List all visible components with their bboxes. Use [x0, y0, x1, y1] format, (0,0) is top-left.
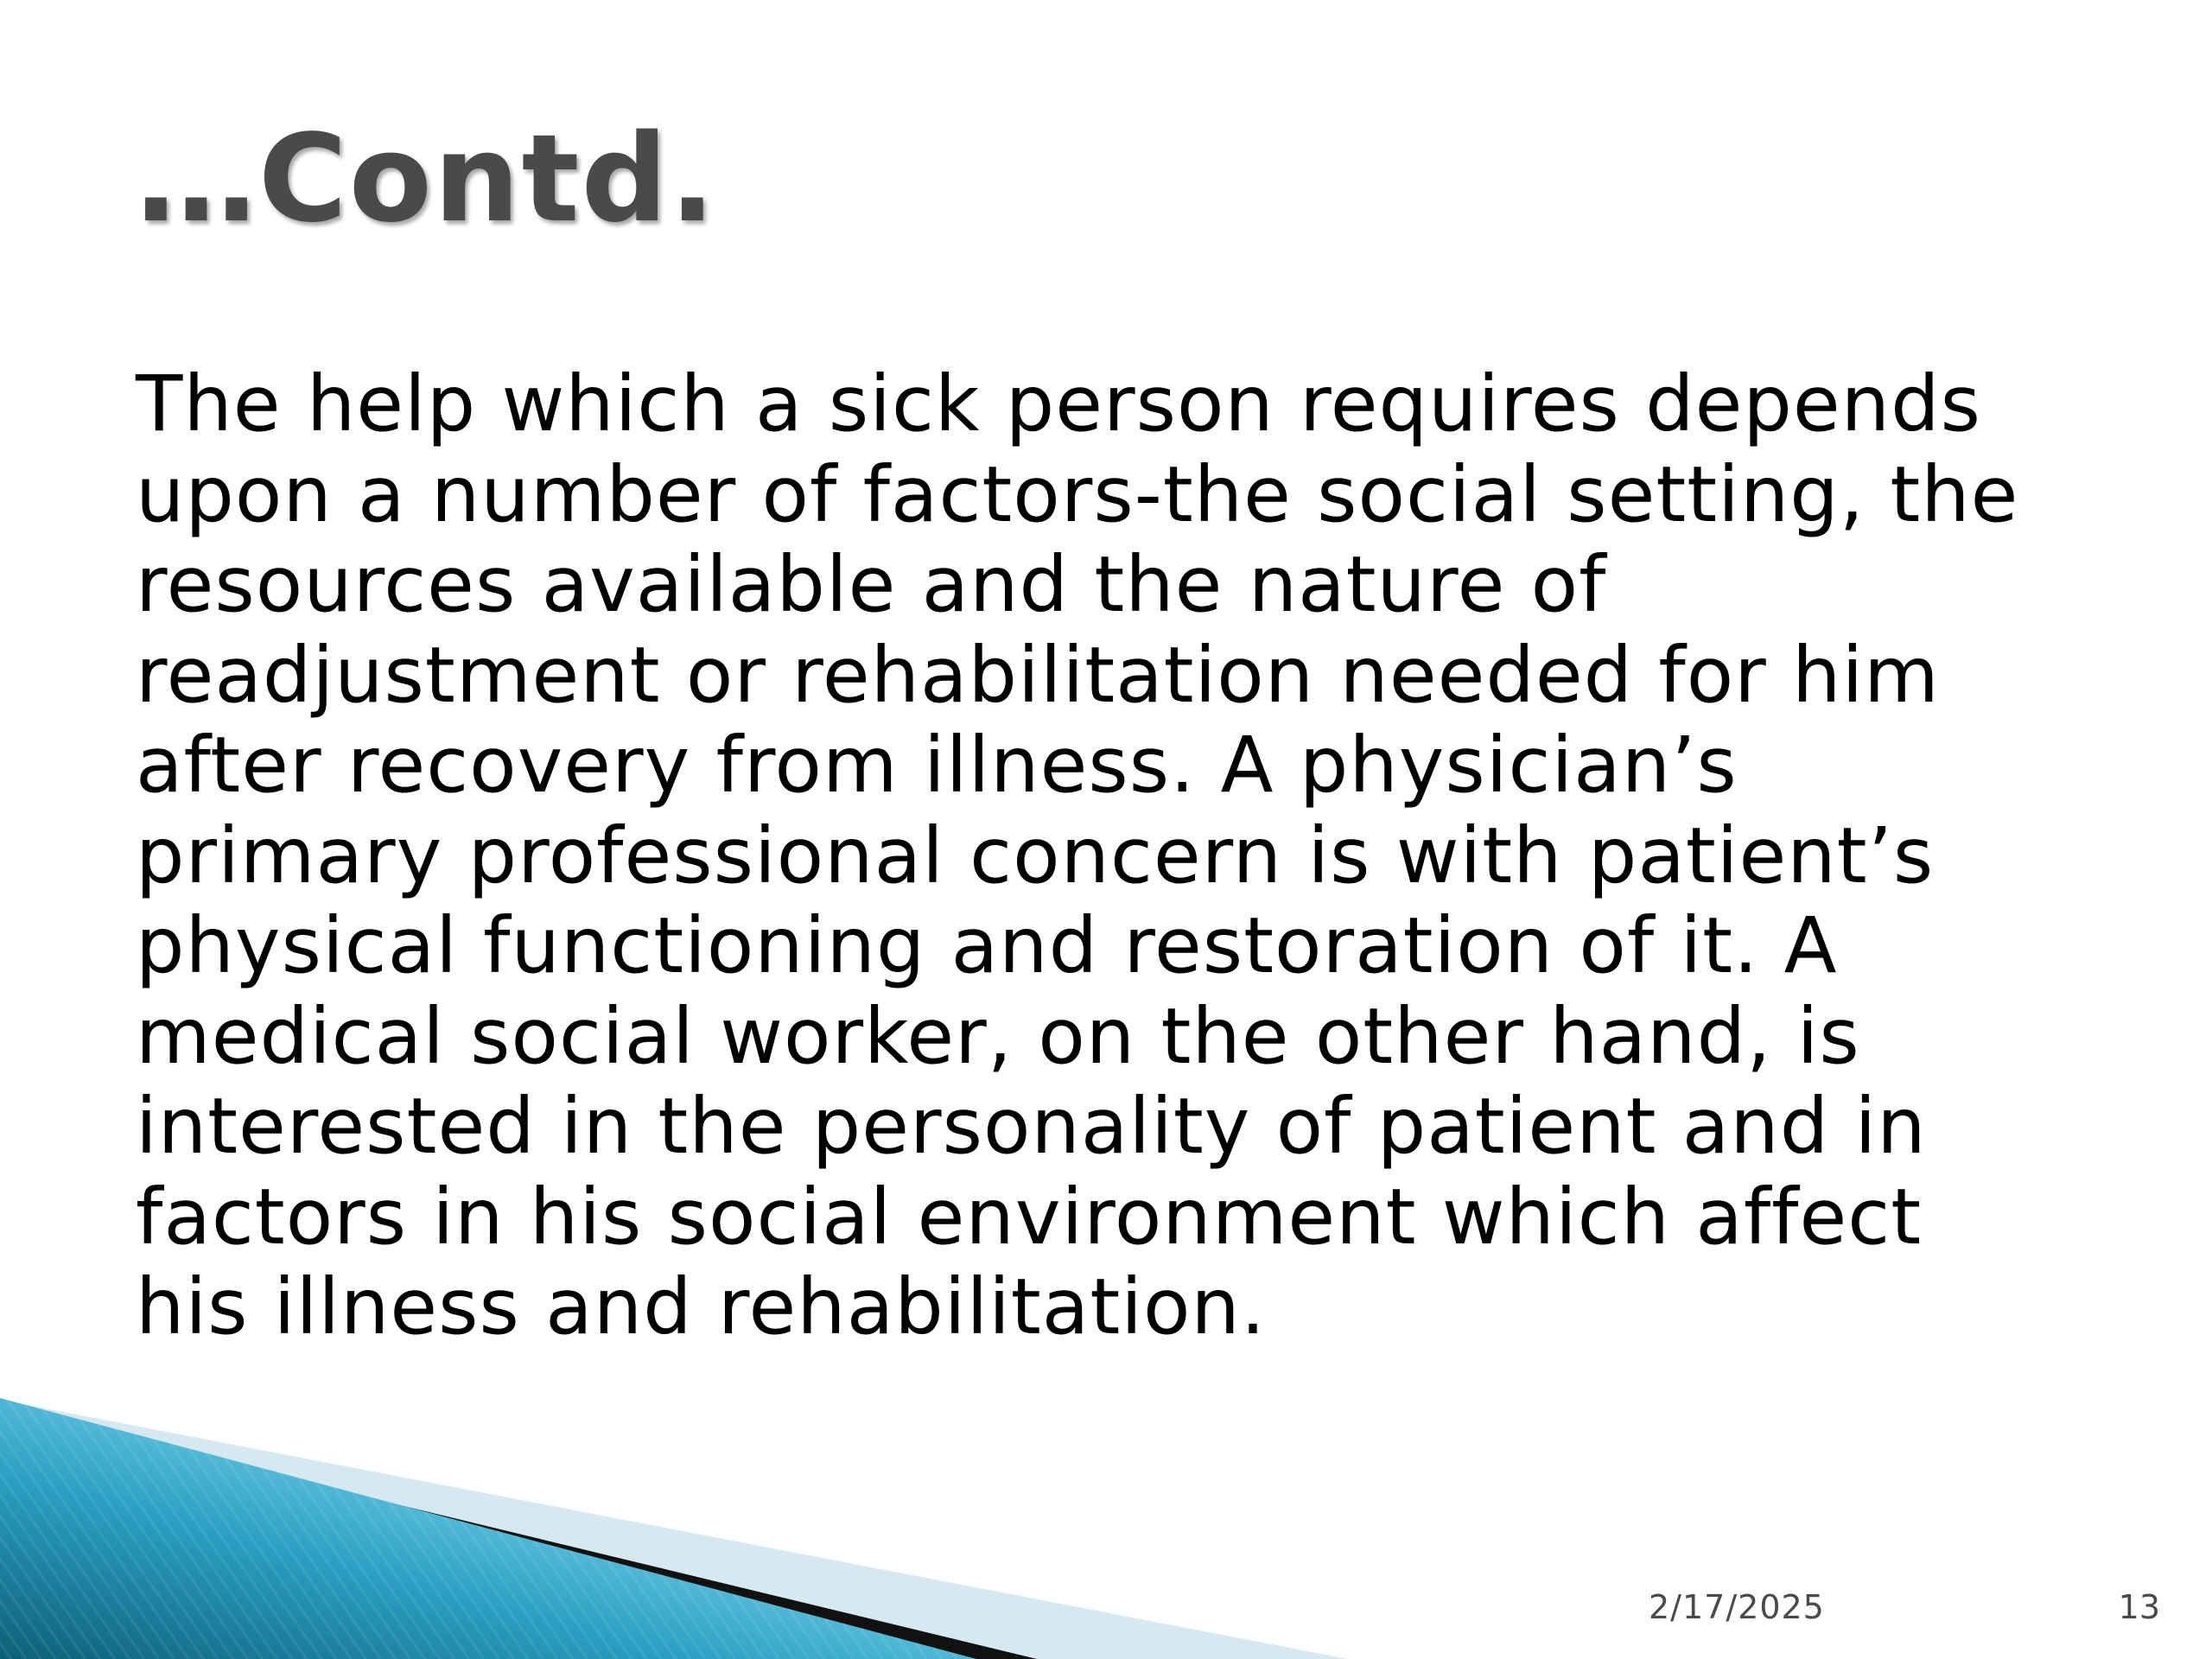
body-line: his illness and rehabilitation.	[136, 1262, 1267, 1351]
body-line: readjustment or rehabilitation needed for him	[136, 629, 1940, 720]
slide-title: …Contd.	[136, 109, 717, 250]
body-line: physical functioning and restoration of it. A	[136, 900, 1838, 990]
body-paragraph	[136, 359, 2123, 1352]
slide-number: 13	[2118, 1588, 2160, 1626]
body-line: primary professional concern is with patient’s	[136, 810, 1935, 900]
body-line: factors in his social environment which affect	[136, 1171, 1923, 1262]
body-line: medical social worker, on the other hand, is	[136, 990, 1860, 1081]
body-line: The help which a sick person requires depends	[136, 359, 1981, 448]
body-line: after recovery from illness. A physician’s	[136, 720, 1738, 810]
body-line: resources available and the nature of	[136, 539, 1607, 629]
body-line: interested in the personality of patient and in	[136, 1081, 1927, 1171]
body-line: upon a number of factors-the social setting, the	[136, 448, 2019, 539]
footer-date: 2/17/2025	[1649, 1588, 1825, 1626]
